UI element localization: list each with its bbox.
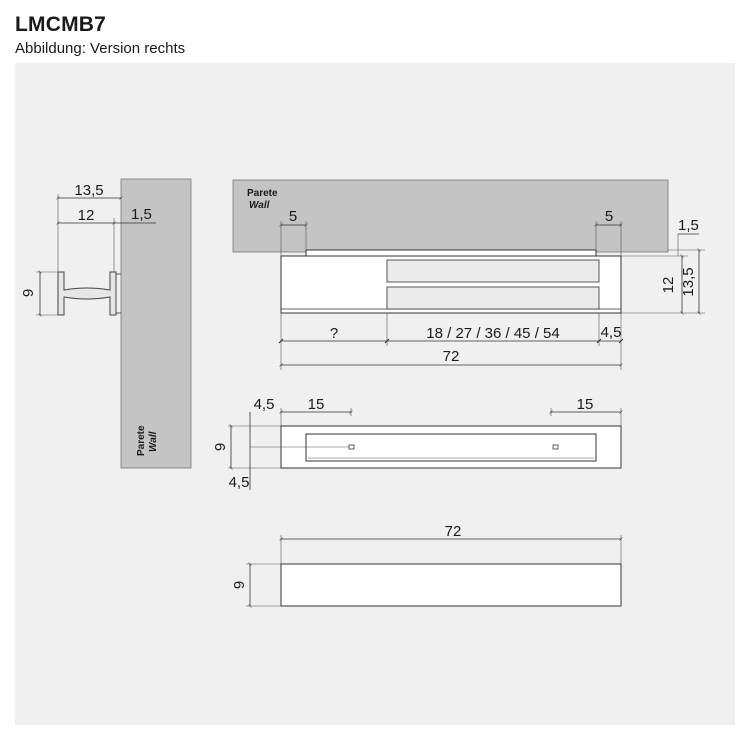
dim-top-1-5: 1,5 <box>678 217 699 234</box>
shelf-lower <box>387 287 599 309</box>
shelf-upper <box>387 260 599 282</box>
dim-front-4-5-bottom: 4,5 <box>228 474 250 491</box>
drawing-subtitle: Abbildung: Version rechts <box>15 40 186 57</box>
dim-top-4-5: 4,5 <box>600 324 622 341</box>
front-recess <box>306 434 596 461</box>
section-view <box>20 179 191 468</box>
dim-top-12: 12 <box>660 276 677 294</box>
dim-front-4-5-top: 4,5 <box>253 396 275 413</box>
mounting-plate <box>306 250 596 256</box>
dim-bottom-9: 9 <box>231 580 248 590</box>
wall-label-en: Wall <box>148 431 159 452</box>
drawing-title: LMCMB7 <box>15 13 107 36</box>
wall-label-top-en: Wall <box>249 200 270 211</box>
dim-front-15-right: 15 <box>576 396 594 413</box>
module-bottom <box>281 564 621 606</box>
front-view <box>212 396 621 491</box>
top-view <box>233 180 705 370</box>
dim-section-12: 12 <box>77 207 95 224</box>
dim-bottom-72: 72 <box>444 523 462 540</box>
dim-top-5-left: 5 <box>288 208 298 225</box>
dim-top-13-5: 13,5 <box>680 267 697 297</box>
dim-top-5-right: 5 <box>604 208 614 225</box>
bottom-view <box>231 523 621 606</box>
dim-top-lengths: 18 / 27 / 36 / 45 / 54 <box>426 325 560 342</box>
wall-label-top-it: Parete <box>247 188 278 199</box>
dim-front-9: 9 <box>212 442 229 452</box>
dim-section-9: 9 <box>20 288 37 298</box>
wall-label-it: Parete <box>136 425 147 456</box>
dim-section-13-5: 13,5 <box>74 182 104 199</box>
profile-cross-section <box>58 272 116 315</box>
dim-top-variable: ? <box>329 325 339 342</box>
dim-section-1-5: 1,5 <box>131 206 152 223</box>
dim-front-15-left: 15 <box>307 396 325 413</box>
wall-top <box>233 180 668 252</box>
dim-top-72: 72 <box>442 348 460 365</box>
